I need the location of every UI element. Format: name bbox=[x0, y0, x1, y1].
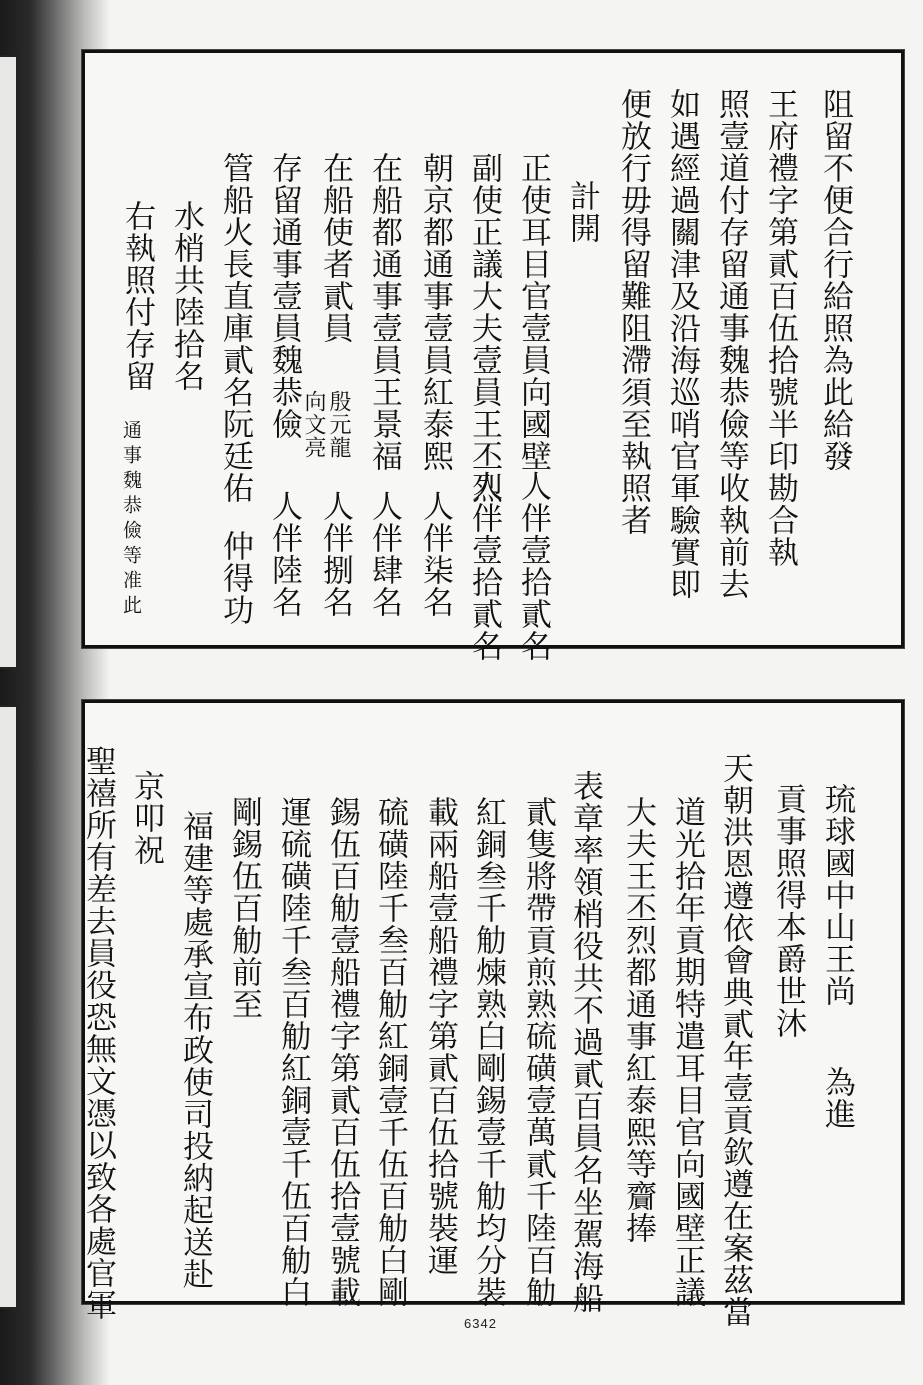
top-panel-text-column: 正使耳目官壹員向國壁 bbox=[515, 152, 551, 472]
top-panel-text-column: 人伴壹拾貳名 bbox=[515, 470, 551, 662]
top-panel-text-column: 存留通事壹員魏恭儉 bbox=[266, 152, 302, 440]
top-panel-text-column: 向文亮 bbox=[301, 390, 326, 459]
top-panel-text-column: 阻留不便合行給照為此給發 bbox=[817, 88, 853, 472]
top-panel-text-column: 右執照付存留 bbox=[119, 200, 155, 392]
previous-page-edge bbox=[0, 55, 18, 669]
top-panel-text-column: 人伴壹拾貳名 bbox=[466, 470, 502, 662]
top-panel-text-column: 水梢共陸拾名 bbox=[168, 200, 204, 392]
top-panel-text-column: 在船都通事壹員王景福 bbox=[366, 152, 402, 472]
bottom-panel-text-column: 福建等處承宣布政使司投納起送赴 bbox=[177, 810, 213, 1290]
top-panel-text-column: 便放行毋得留難阻滯須至執照者 bbox=[615, 88, 651, 536]
top-panel-text-column: 計開 bbox=[564, 180, 600, 244]
top-panel-text-column: 人伴肆名 bbox=[366, 490, 402, 618]
bottom-panel-text-column: 紅銅叁千觔煉熟白剛錫壹千觔均分裝 bbox=[470, 796, 506, 1308]
top-panel-text-column: 通事魏恭儉等准此 bbox=[120, 420, 142, 620]
bottom-panel-text-column: 京叩祝 bbox=[128, 770, 164, 866]
top-panel-text-column: 人伴捌名 bbox=[317, 490, 353, 618]
bottom-panel-text-column: 貢事照得本爵世沐 bbox=[770, 783, 806, 1039]
bottom-panel-text-column: 剛錫伍百觔前至 bbox=[226, 796, 262, 1020]
top-panel-text-column: 殷元龍 bbox=[326, 390, 351, 459]
bottom-panel-text-column: 聖禧所有差去員役恐無文憑以致各處官軍 bbox=[80, 745, 116, 1321]
bottom-panel-text-column: 大夫王丕烈都通事紅泰熙等齎捧 bbox=[620, 796, 656, 1244]
bottom-panel-text-column: 運硫磺陸千叁百觔紅銅壹千伍百觔白 bbox=[275, 796, 311, 1308]
bottom-panel-text-column: 錫伍百觔壹船禮字第貳百伍拾壹號載 bbox=[324, 796, 360, 1308]
bottom-panel-text-column: 道光拾年貢期特遣耳目官向國壁正議 bbox=[669, 796, 705, 1308]
top-panel-text-column: 人伴陸名 bbox=[266, 490, 302, 618]
top-panel-text-column: 王府禮字第貳百伍拾號半印勘合執 bbox=[762, 88, 798, 568]
top-panel-text-column: 人伴柒名 bbox=[417, 490, 453, 618]
bottom-panel-text-column: 琉球國中山王尚 bbox=[819, 783, 855, 1007]
bottom-panel-text-column: 為進 bbox=[819, 1066, 855, 1130]
bottom-panel-text-column: 天朝洪恩遵依會典貳年壹貢欽遵在案茲當 bbox=[717, 752, 753, 1328]
previous-page-edge bbox=[0, 705, 18, 1309]
top-panel-text-column: 在船使者貳員 bbox=[317, 152, 353, 344]
bottom-panel-text-column: 硫磺陸千叁百觔紅銅壹千伍百觔白剛 bbox=[372, 796, 408, 1308]
page-number: 6342 bbox=[464, 1316, 497, 1331]
bottom-panel-text-column: 表章率領梢役共不過貳百員名坐駕海船 bbox=[567, 770, 603, 1314]
top-panel-text-column: 副使正議大夫壹員王丕烈 bbox=[466, 152, 502, 504]
bottom-panel-text-column: 貳隻將帶貢煎熟硫磺壹萬貳千陸百觔 bbox=[520, 796, 556, 1308]
top-panel-text-column: 管船火長直庫貳名阮廷佑 bbox=[217, 152, 253, 504]
top-panel-text-column: 照壹道付存留通事魏恭儉等收執前去 bbox=[713, 88, 749, 600]
top-panel-text-column: 朝京都通事壹員紅泰熙 bbox=[417, 152, 453, 472]
top-panel-text-column: 仲得功 bbox=[217, 530, 253, 626]
bottom-panel-text-column: 載兩船壹船禮字第貳百伍拾號裝運 bbox=[422, 796, 458, 1276]
top-panel-text-column: 如遇經過關津及沿海巡哨官軍驗實即 bbox=[664, 88, 700, 600]
